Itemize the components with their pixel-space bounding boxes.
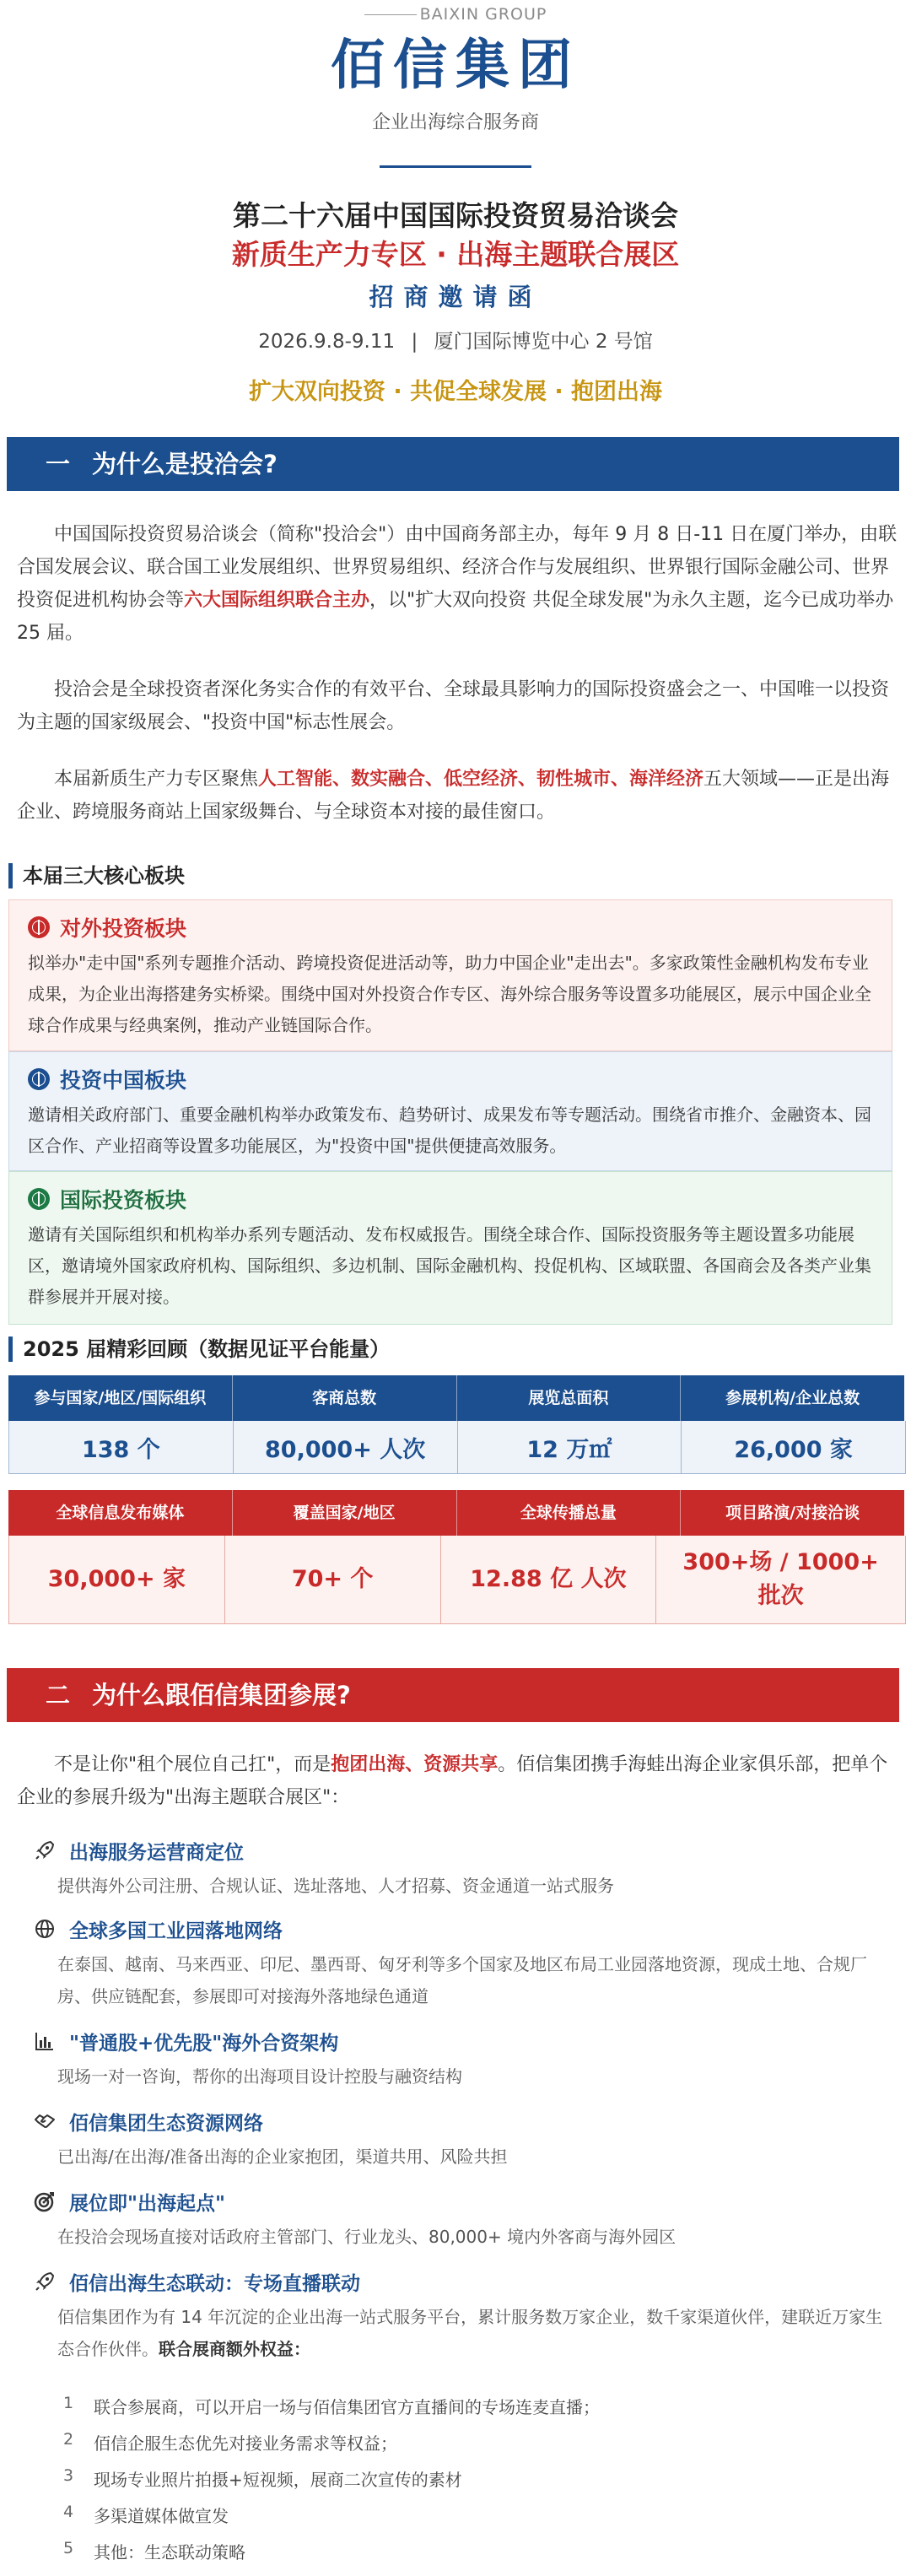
stat-label: 客商总数 bbox=[233, 1375, 457, 1421]
feature-booth-start bbox=[34, 2187, 225, 2216]
stat-label: 全球传播总量 bbox=[457, 1490, 682, 1536]
benefit-text: 其他：生态联动策略 bbox=[94, 2542, 245, 2562]
invitation-label: 招商邀请函 bbox=[369, 283, 542, 311]
globe-icon bbox=[28, 916, 50, 938]
stat-value: 300+场 / 1000+ 批次 bbox=[682, 1549, 879, 1609]
stat-value: 70+ 个 bbox=[225, 1536, 441, 1623]
benefit-text: 多渠道媒体做宣发 bbox=[94, 2506, 229, 2526]
chart-icon bbox=[34, 2030, 56, 2052]
benefit-text: 联合参展商，可以开启一场与佰信集团官方直播间的专场连麦直播； bbox=[94, 2397, 600, 2417]
section1-title: 为什么是投洽会? bbox=[92, 450, 278, 478]
feature-description: 在投洽会现场直接对话政府主管部门、行业龙头、80,000+ 境内外客商与海外园区 bbox=[57, 2227, 677, 2247]
feature-desc-text: 佰信集团作为有 14 年沉淀的企业出海一站式服务平台，累计服务数万家企业，数千家渠道伙伴，建联近万家生态合作伙伴。 bbox=[57, 2307, 883, 2359]
feature-description: 已出海/在出海/准备出海的企业家抱团，渠道共用、风险共担 bbox=[57, 2147, 508, 2167]
feature-desc-bold: 联合展商额外权益： bbox=[159, 2339, 310, 2359]
rocket-icon bbox=[34, 1839, 56, 1861]
event-venue: 厦门国际博览中心 2 号馆 bbox=[434, 331, 653, 353]
fair-zone-title: 新质生产力专区 · 出海主题联合展区 bbox=[231, 238, 680, 271]
benefit-number: 1 bbox=[63, 2394, 74, 2412]
stat-value: 26,000 家 bbox=[734, 1436, 853, 1463]
p3-text-a: 本届新质生产力专区聚焦 bbox=[54, 769, 259, 790]
brand-logo-title: 佰信集团 bbox=[331, 35, 580, 97]
target-icon bbox=[34, 2190, 56, 2212]
p1-highlight: 六大国际组织联合主办 bbox=[184, 590, 370, 611]
feature-title: 全球多国工业园落地网络 bbox=[69, 1920, 283, 1942]
brand-tagline: 企业出海综合服务商 bbox=[371, 112, 539, 133]
date-venue-line bbox=[0, 326, 911, 354]
feature-industrial-parks bbox=[34, 1914, 283, 1943]
stat-label: 覆盖国家/地区 bbox=[233, 1490, 457, 1536]
globe-icon bbox=[34, 1918, 56, 1940]
brand-english-text: BAIXIN GROUP bbox=[419, 5, 547, 24]
rocket-icon bbox=[34, 2271, 56, 2292]
stats-row1-header bbox=[8, 1375, 904, 1421]
handshake-icon bbox=[34, 2110, 56, 2132]
stat-label: 全球信息发布媒体 bbox=[8, 1490, 233, 1536]
feature-title: 出海服务运营商定位 bbox=[69, 1841, 244, 1864]
modules-heading: 本届三大核心板块 bbox=[8, 863, 185, 888]
benefit-number: 2 bbox=[63, 2430, 74, 2449]
fair-title: 第二十六届中国国际投资贸易洽谈会 bbox=[233, 199, 678, 232]
stats-row2-header bbox=[8, 1490, 904, 1536]
module-title: 国际投资板块 bbox=[60, 1188, 187, 1212]
benefit-text: 现场专业照片拍摄+短视频，展商二次宣传的素材 bbox=[94, 2470, 462, 2490]
intro-text-a: 不是让你"租个展位自己扛"，而是 bbox=[54, 1754, 332, 1775]
feature-service-operator bbox=[34, 1836, 244, 1865]
globe-icon bbox=[28, 1068, 50, 1090]
intro-text-b: 。佰信集团携手海蛙出海企业家俱乐部，把单个企业的参展升级为"出海主题联合展区"： bbox=[17, 1754, 888, 1808]
stat-label: 展览总面积 bbox=[457, 1375, 682, 1421]
section1-paragraph-3 bbox=[17, 763, 898, 829]
benefit-number: 4 bbox=[63, 2503, 74, 2521]
section1-number: 一 bbox=[46, 450, 71, 478]
stat-label: 参与国家/地区/国际组织 bbox=[8, 1375, 233, 1421]
feature-description bbox=[57, 2301, 892, 2365]
module-title: 投资中国板块 bbox=[60, 1068, 187, 1093]
globe-icon bbox=[28, 1188, 50, 1210]
p3-highlight: 人工智能、数实融合、低空经济、韧性城市、海洋经济 bbox=[258, 769, 704, 790]
feature-title: 佰信集团生态资源网络 bbox=[69, 2112, 263, 2135]
section2-header bbox=[7, 1668, 899, 1722]
stats-row1-values bbox=[8, 1421, 906, 1474]
feature-jv-structure bbox=[34, 2027, 338, 2055]
feature-title: "普通股+优先股"海外合资架构 bbox=[69, 2032, 339, 2055]
section1-paragraph-1 bbox=[17, 518, 898, 650]
module-description: 拟举办"走中国"系列专题推介活动、跨境投资促进活动等，助力中国企业"走出去"。多家政策性金融机构发布专业成果，为企业出海搭建务实桥梁。围绕中国对外投资合作专区、海外综合服务等设置多功能展区，展示中国企业全球合作成果与经典案例，推动产业链国际合作。 bbox=[28, 953, 871, 1035]
stat-label: 项目路演/对接洽谈 bbox=[725, 1504, 860, 1522]
module-description: 邀请相关政府部门、重要金融机构举办政策发布、趋势研讨、成果发布等专题活动。围绕省市推介、金融资本、园区合作、产业招商等设置多功能展区，为"投资中国"提供便捷高效服务。 bbox=[28, 1104, 871, 1156]
p3-text-b: 五大领域——正是出海企业、跨境服务商站上国家级舞台、与全球资本对接的最佳窗口。 bbox=[17, 769, 890, 823]
section1-header bbox=[7, 437, 899, 491]
module-description: 邀请有关国际组织和机构举办系列专题活动、发布权威报告。围绕全球合作、国际投资服务等主题设置多功能展区，邀请境外国家政府机构、国际组织、多边机制、国际金融机构、投促机构、区域联盟、各国商会及各类产业集群参展并开展对接。 bbox=[28, 1224, 871, 1307]
review-heading: 2025 届精彩回顾（数据见证平台能量） bbox=[8, 1337, 390, 1362]
event-dates: 2026.9.8-9.11 bbox=[258, 331, 396, 353]
module-outbound-investment bbox=[8, 899, 892, 1051]
stat-value: 30,000+ 家 bbox=[9, 1536, 225, 1623]
brand-english bbox=[0, 5, 911, 24]
feature-title: 佰信出海生态联动：专场直播联动 bbox=[69, 2272, 360, 2295]
stats-row2-values bbox=[8, 1536, 906, 1624]
intro-highlight: 抱团出海、资源共享 bbox=[331, 1754, 499, 1775]
event-slogan: 扩大双向投资 · 共促全球发展 · 抱团出海 bbox=[248, 379, 663, 405]
stat-label: 参展机构/企业总数 bbox=[725, 1389, 860, 1407]
feature-title: 展位即"出海起点" bbox=[69, 2192, 225, 2215]
feature-ecosystem bbox=[34, 2107, 263, 2136]
section2-title: 为什么跟佰信集团参展? bbox=[92, 1681, 351, 1709]
section2-intro bbox=[17, 1748, 898, 1814]
stat-value: 12.88 亿 人次 bbox=[441, 1536, 657, 1623]
p1-text-a: 中国国际投资贸易洽谈会（简称"投洽会"）由中国商务部主办，每年 9 月 8 日-11 日在厦门举办，由联合国发展会议、联合国工业发展组织、世界贸易组织、经济合作与发展组织、世界银行国际金融公司、世界投资促进机构协会等 bbox=[17, 524, 898, 611]
date-venue-separator: | bbox=[411, 331, 418, 353]
module-invest-china bbox=[8, 1051, 892, 1171]
feature-description: 提供海外公司注册、合规认证、选址落地、人才招募、资金通道一站式服务 bbox=[57, 1876, 614, 1896]
header-divider bbox=[380, 165, 531, 168]
stat-value: 80,000+ 人次 bbox=[234, 1421, 458, 1473]
section1-paragraph-2: 投洽会是全球投资者深化务实合作的有效平台、全球最具影响力的国际投资盛会之一、中国唯一以投资为主题的国家级展会、"投资中国"标志性展会。 bbox=[17, 679, 890, 733]
module-title: 对外投资板块 bbox=[60, 916, 187, 941]
feature-description: 现场一对一咨询，帮你的出海项目设计控股与融资结构 bbox=[57, 2066, 462, 2087]
benefit-number: 3 bbox=[63, 2466, 74, 2485]
feature-description: 在泰国、越南、马来西亚、印尼、墨西哥、匈牙利等多个国家及地区布局工业园落地资源，现成土地、合规厂房、供应链配套，参展即可对接海外落地绿色通道 bbox=[57, 1954, 867, 2006]
brand-dash bbox=[364, 14, 417, 15]
stat-value: 12 万㎡ bbox=[458, 1421, 682, 1473]
benefit-number: 5 bbox=[63, 2539, 74, 2557]
feature-live-stream bbox=[34, 2267, 360, 2296]
p1-text-b: ，以"扩大双向投资 共促全球发展"为永久主题，迄今已成功举办 25 届。 bbox=[17, 590, 894, 644]
section2-number: 二 bbox=[46, 1681, 71, 1709]
stat-value: 138 个 bbox=[9, 1421, 234, 1473]
module-international-investment bbox=[8, 1171, 892, 1325]
benefit-text: 佰信企服生态优先对接业务需求等权益； bbox=[94, 2433, 397, 2454]
